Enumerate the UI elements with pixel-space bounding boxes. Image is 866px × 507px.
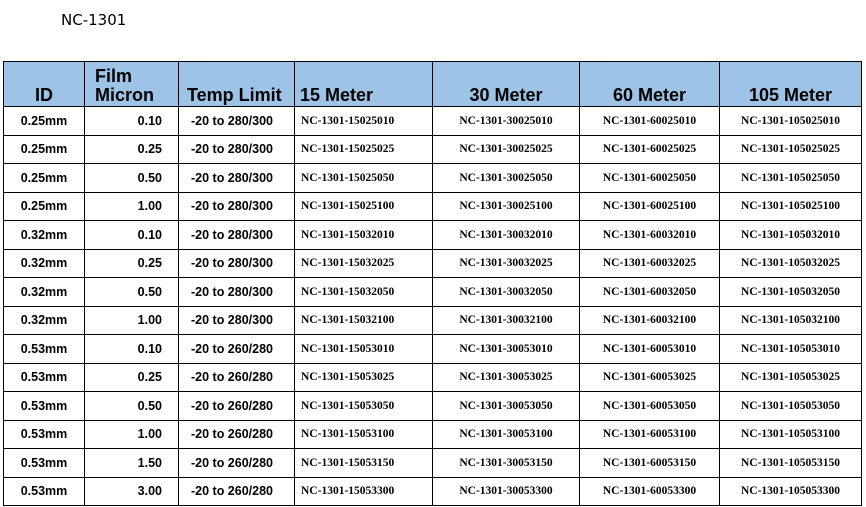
document-title: NC-1301 xyxy=(61,11,127,29)
cell-film: 0.50 xyxy=(85,278,179,307)
cell-temp: -20 to 280/300 xyxy=(179,164,295,193)
cell-30-meter: NC-1301-30053150 xyxy=(433,449,580,478)
table-row xyxy=(4,107,862,136)
cell-15-meter: NC-1301-15032050 xyxy=(295,278,433,307)
table-row xyxy=(4,164,862,193)
cell-105-meter: NC-1301-105053150 xyxy=(720,449,862,478)
cell-id: 0.53mm xyxy=(4,477,85,506)
cell-film: 1.00 xyxy=(85,192,179,221)
cell-60-meter: NC-1301-60032050 xyxy=(580,278,720,307)
cell-film: 1.00 xyxy=(85,420,179,449)
cell-id: 0.32mm xyxy=(4,306,85,335)
header-15-meter xyxy=(295,62,433,107)
cell-30-meter: NC-1301-30053050 xyxy=(433,392,580,421)
cell-film: 1.50 xyxy=(85,449,179,478)
table-row xyxy=(4,335,862,364)
cell-60-meter: NC-1301-60025025 xyxy=(580,135,720,164)
cell-60-meter: NC-1301-60032010 xyxy=(580,221,720,250)
cell-temp: -20 to 280/300 xyxy=(179,278,295,307)
cell-id: 0.32mm xyxy=(4,278,85,307)
cell-temp: -20 to 260/280 xyxy=(179,477,295,506)
cell-105-meter: NC-1301-105053100 xyxy=(720,420,862,449)
cell-film: 0.10 xyxy=(85,107,179,136)
cell-id: 0.25mm xyxy=(4,135,85,164)
cell-15-meter: NC-1301-15053100 xyxy=(295,420,433,449)
cell-105-meter: NC-1301-105053025 xyxy=(720,363,862,392)
header-micron-label: Micron xyxy=(95,85,155,105)
cell-film: 0.50 xyxy=(85,392,179,421)
table-row xyxy=(4,278,862,307)
header-temp-label: Temp Limit xyxy=(187,85,282,105)
cell-60-meter: NC-1301-60053050 xyxy=(580,392,720,421)
cell-30-meter: NC-1301-30032050 xyxy=(433,278,580,307)
cell-id: 0.53mm xyxy=(4,392,85,421)
cell-60-meter: NC-1301-60032025 xyxy=(580,249,720,278)
cell-105-meter: NC-1301-105025050 xyxy=(720,164,862,193)
table-header-row xyxy=(4,62,862,107)
cell-temp: -20 to 280/300 xyxy=(179,249,295,278)
cell-60-meter: NC-1301-60053025 xyxy=(580,363,720,392)
cell-15-meter: NC-1301-15032025 xyxy=(295,249,433,278)
cell-film: 0.10 xyxy=(85,221,179,250)
product-spec-table xyxy=(3,61,862,506)
cell-id: 0.25mm xyxy=(4,192,85,221)
cell-30-meter: NC-1301-30032025 xyxy=(433,249,580,278)
cell-60-meter: NC-1301-60053150 xyxy=(580,449,720,478)
cell-105-meter: NC-1301-105032025 xyxy=(720,249,862,278)
cell-id: 0.32mm xyxy=(4,221,85,250)
cell-30-meter: NC-1301-30032010 xyxy=(433,221,580,250)
cell-id: 0.25mm xyxy=(4,164,85,193)
cell-temp: -20 to 280/300 xyxy=(179,107,295,136)
table-row xyxy=(4,135,862,164)
cell-15-meter: NC-1301-15025100 xyxy=(295,192,433,221)
cell-15-meter: NC-1301-15032010 xyxy=(295,221,433,250)
cell-15-meter: NC-1301-15025010 xyxy=(295,107,433,136)
header-30-meter xyxy=(433,62,580,107)
cell-temp: -20 to 280/300 xyxy=(179,221,295,250)
cell-105-meter: NC-1301-105025100 xyxy=(720,192,862,221)
cell-temp: -20 to 260/280 xyxy=(179,420,295,449)
cell-30-meter: NC-1301-30053025 xyxy=(433,363,580,392)
cell-60-meter: NC-1301-60053300 xyxy=(580,477,720,506)
cell-105-meter: NC-1301-105032050 xyxy=(720,278,862,307)
cell-30-meter: NC-1301-30053010 xyxy=(433,335,580,364)
header-60-label: 60 Meter xyxy=(612,85,687,105)
cell-temp: -20 to 260/280 xyxy=(179,335,295,364)
cell-105-meter: NC-1301-105025010 xyxy=(720,107,862,136)
cell-30-meter: NC-1301-30053300 xyxy=(433,477,580,506)
cell-film: 1.00 xyxy=(85,306,179,335)
cell-temp: -20 to 280/300 xyxy=(179,135,295,164)
header-film-micron xyxy=(85,62,179,107)
header-temp-limit xyxy=(179,62,295,107)
cell-id: 0.25mm xyxy=(4,107,85,136)
cell-15-meter: NC-1301-15053025 xyxy=(295,363,433,392)
cell-film: 0.10 xyxy=(85,335,179,364)
header-film-label: Film xyxy=(95,66,133,86)
header-15-label: 15 Meter xyxy=(300,85,374,105)
cell-105-meter: NC-1301-105032010 xyxy=(720,221,862,250)
table-row xyxy=(4,449,862,478)
cell-15-meter: NC-1301-15053300 xyxy=(295,477,433,506)
header-60-meter xyxy=(580,62,720,107)
cell-temp: -20 to 260/280 xyxy=(179,392,295,421)
cell-15-meter: NC-1301-15053050 xyxy=(295,392,433,421)
cell-30-meter: NC-1301-30025025 xyxy=(433,135,580,164)
table-row xyxy=(4,392,862,421)
cell-60-meter: NC-1301-60025010 xyxy=(580,107,720,136)
table-row xyxy=(4,221,862,250)
cell-id: 0.53mm xyxy=(4,420,85,449)
cell-id: 0.53mm xyxy=(4,335,85,364)
cell-15-meter: NC-1301-15053150 xyxy=(295,449,433,478)
cell-temp: -20 to 280/300 xyxy=(179,192,295,221)
cell-30-meter: NC-1301-30025050 xyxy=(433,164,580,193)
cell-film: 0.25 xyxy=(85,135,179,164)
table-row xyxy=(4,420,862,449)
cell-105-meter: NC-1301-105025025 xyxy=(720,135,862,164)
cell-film: 0.25 xyxy=(85,249,179,278)
cell-60-meter: NC-1301-60053010 xyxy=(580,335,720,364)
cell-15-meter: NC-1301-15053010 xyxy=(295,335,433,364)
header-105-label: 105 Meter xyxy=(748,85,833,105)
table-row xyxy=(4,477,862,506)
cell-60-meter: NC-1301-60053100 xyxy=(580,420,720,449)
table-row xyxy=(4,249,862,278)
header-30-label: 30 Meter xyxy=(469,85,543,105)
cell-id: 0.32mm xyxy=(4,249,85,278)
cell-105-meter: NC-1301-105053300 xyxy=(720,477,862,506)
cell-film: 0.25 xyxy=(85,363,179,392)
cell-105-meter: NC-1301-105053050 xyxy=(720,392,862,421)
cell-60-meter: NC-1301-60032100 xyxy=(580,306,720,335)
cell-30-meter: NC-1301-30053100 xyxy=(433,420,580,449)
cell-temp: -20 to 260/280 xyxy=(179,449,295,478)
table-row xyxy=(4,192,862,221)
cell-30-meter: NC-1301-30025100 xyxy=(433,192,580,221)
header-id xyxy=(4,62,85,107)
cell-film: 0.50 xyxy=(85,164,179,193)
cell-temp: -20 to 280/300 xyxy=(179,306,295,335)
cell-105-meter: NC-1301-105053010 xyxy=(720,335,862,364)
cell-id: 0.53mm xyxy=(4,449,85,478)
cell-id: 0.53mm xyxy=(4,363,85,392)
header-id-label: ID xyxy=(35,85,53,105)
cell-film: 3.00 xyxy=(85,477,179,506)
table-row xyxy=(4,306,862,335)
cell-30-meter: NC-1301-30032100 xyxy=(433,306,580,335)
cell-15-meter: NC-1301-15025050 xyxy=(295,164,433,193)
header-105-meter xyxy=(720,62,862,107)
cell-105-meter: NC-1301-105032100 xyxy=(720,306,862,335)
cell-15-meter: NC-1301-15025025 xyxy=(295,135,433,164)
cell-60-meter: NC-1301-60025100 xyxy=(580,192,720,221)
table-row xyxy=(4,363,862,392)
cell-temp: -20 to 260/280 xyxy=(179,363,295,392)
cell-60-meter: NC-1301-60025050 xyxy=(580,164,720,193)
cell-15-meter: NC-1301-15032100 xyxy=(295,306,433,335)
cell-30-meter: NC-1301-30025010 xyxy=(433,107,580,136)
